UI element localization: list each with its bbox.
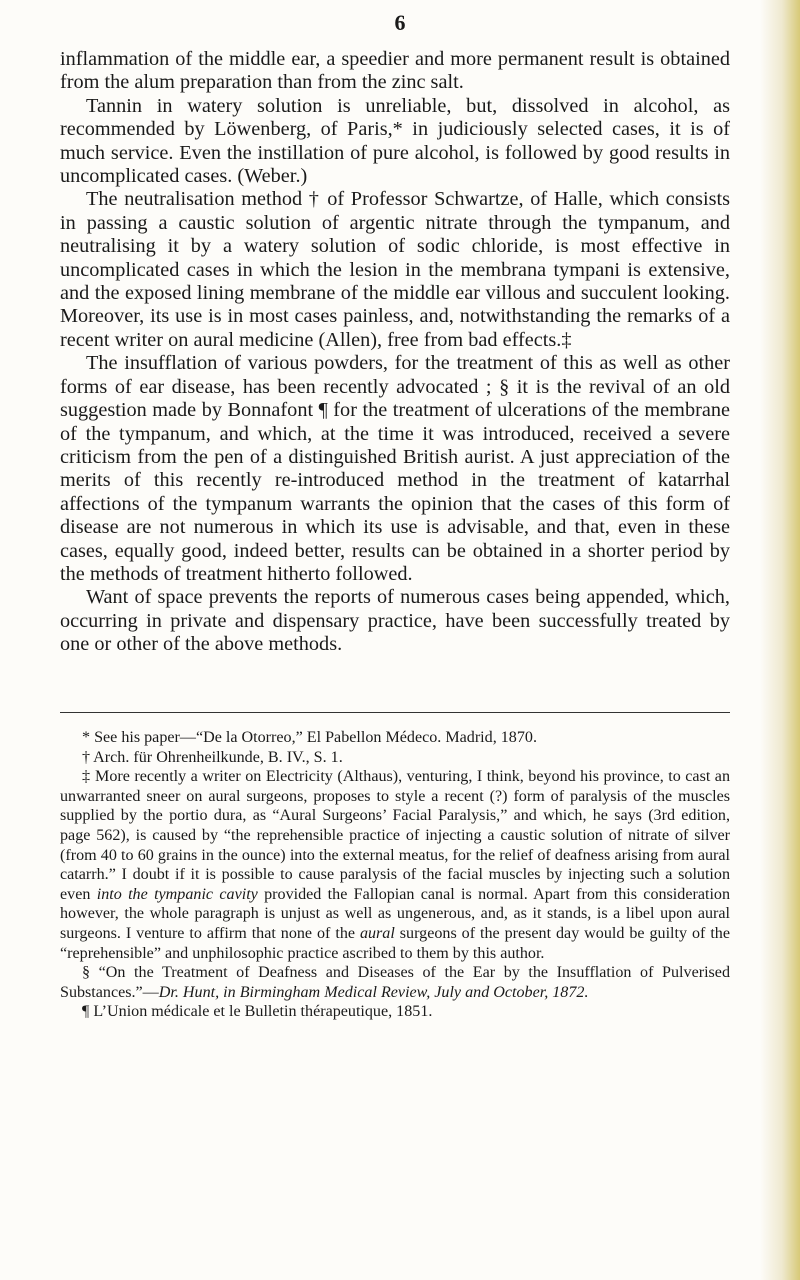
paragraph-alum: inflammation of the middle ear, a speedier and more permanent result is obtained from the alum preparation than from the zinc salt.: [60, 48, 730, 94]
paragraph-insufflation: The insufflation of various powders, for the treatment of this as well as other forms of ear disease, has been recently advocated ; § it is the revival of an old suggestion made by Bonnafont ¶ for the treatment of ulcerations of the membrane of the tympanum, and which, at the time it was introduced, received a severe criticism from the pen of a distinguished British aurist. A just appreciation of the merits of this recently re-introduced method in the treatment of katarrhal affections of the tympanum warrants the opinion that the cases of this form of disease are not numerous in which its use is advisable, and that, even in these cases, equally good, indeed better, results can be obtained in a shorter period by the methods of treatment hitherto followed.: [60, 352, 730, 585]
paragraph-space: Want of space prevents the reports of numerous cases being appended, which, occurring in private and dispensary practice, have been successfully treated by one or other of the above methods.: [60, 586, 730, 656]
footnote-divider: [60, 712, 730, 713]
footnote-double-dagger: ‡ More recently a writer on Electricity (Althaus), venturing, I think, beyond his province, to cast an unwarranted sneer on aural surgeons, proposes to style a recent (?) form of paralysis of the muscles supplied by the portio dura, as “Aural Surgeons’ Facial Paralysis,” and which, he says (3rd edition, page 562), is caused by “the reprehensible practice of injecting a caustic solution of nitrate of silver (from 40 to 60 grains in the ounce) into the external meatus, for the relief of deafness arising from aural catarrh.” I doubt if it is possible to cause paralysis of the facial muscles by injecting such a solution even into the tympanic cavity provided the Fallopian canal is normal. Apart from this consideration however, the whole paragraph is unjust as well as ungenerous, and, as it stands, is a libel upon aural surgeons. I venture to affirm that none of the aural surgeons of the present day would be guilty of the “reprehensible” and unphilosophic practice ascribed to them by this author.: [60, 768, 731, 962]
footnotes: [60, 728, 730, 1022]
main-text: [60, 48, 730, 657]
paragraph-neutralisation: The neutralisation method † of Professor Schwartze, of Halle, which consists in passing a caustic solution of argentic nitrate through the tympanum, and neutralising it by a watery solution of sodic chloride, is most effective in uncomplicated cases in which the lesion in the membrana tympani is extensive, and the exposed lining membrane of the middle ear villous and succulent looking. Moreover, its use is in most cases painless, and, notwithstanding the remarks of a recent writer on aural medicine (Allen), free from bad effects.‡: [60, 188, 730, 351]
page-number: 6: [394, 10, 406, 35]
footnote-dagger: † Arch. für Ohrenheilkunde, B. IV., S. 1.: [82, 748, 343, 766]
footnote-section: § “On the Treatment of Deafness and Diseases of the Ear by the Insufflation of Pulverised Substances.”—Dr. Hunt, in Birmingham Medical Review, July and October, 1872.: [60, 964, 730, 1001]
page-edge-discoloration: [760, 0, 800, 1280]
footnote-pilcrow: ¶ L’Union médicale et le Bulletin thérapeutique, 1851.: [82, 1003, 433, 1021]
paragraph-tannin: Tannin in watery solution is unreliable, but, dissolved in alcohol, as recommended by Löwenberg, of Paris,* in judiciously selected cases, it is of much service. Even the instillation of pure alcohol, is followed by good results in uncomplicated cases. (Weber.): [60, 94, 730, 188]
footnote-star: * See his paper—“De la Otorreo,” El Pabellon Médeco. Madrid, 1870.: [82, 729, 537, 746]
